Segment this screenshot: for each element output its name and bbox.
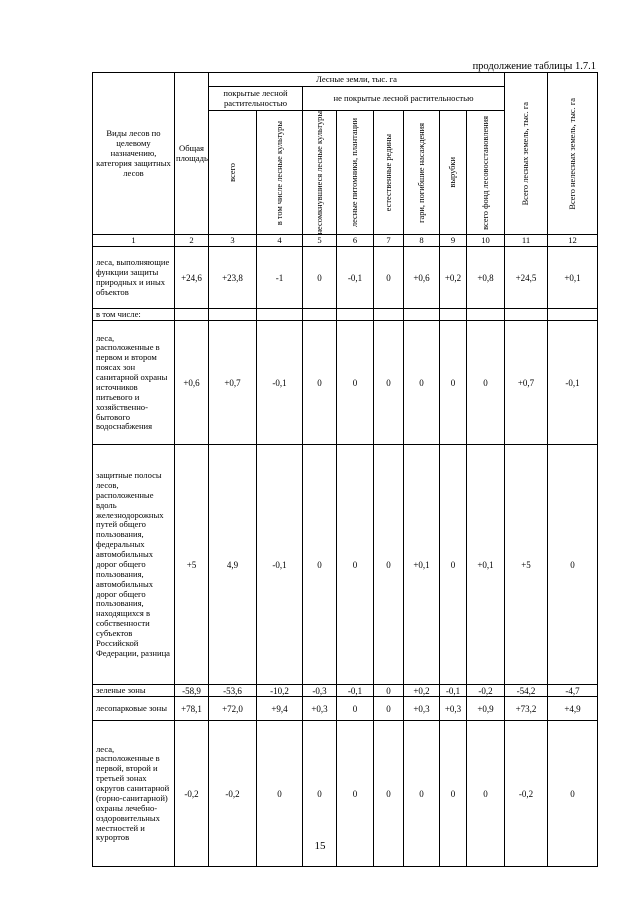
cell-value bbox=[209, 309, 257, 321]
cell-value: 0 bbox=[303, 321, 337, 445]
cell-value: +0,9 bbox=[467, 697, 505, 721]
row-label: в том числе: bbox=[93, 309, 175, 321]
cell-value: -1 bbox=[257, 247, 303, 309]
column-number-row bbox=[93, 235, 598, 247]
cell-value: 0 bbox=[303, 247, 337, 309]
cell-value: 0 bbox=[374, 247, 404, 309]
row-label: леса, расположенные в первой, второй и третьей зонах округов санитарной (горно-санитарной) охраны лечебно-оздоровительных местностей и курортов bbox=[93, 721, 175, 867]
cell-value: 0 bbox=[440, 321, 467, 445]
cell-value: -0,2 bbox=[209, 721, 257, 867]
cell-value: 0 bbox=[374, 685, 404, 697]
continuation-note: продолжение таблицы 1.7.1 bbox=[472, 61, 596, 72]
cell-value: +0,3 bbox=[404, 697, 440, 721]
row-label: лесопарковые зоны bbox=[93, 697, 175, 721]
col-number: 10 bbox=[467, 235, 505, 247]
header-not-covered: не покрытые лесной растительностью bbox=[303, 87, 505, 111]
header-c8: гари, погибшие насаждения bbox=[404, 111, 440, 235]
cell-value: 0 bbox=[337, 721, 374, 867]
cell-value: -0,1 bbox=[257, 445, 303, 685]
cell-value: 4,9 bbox=[209, 445, 257, 685]
cell-value: -58,9 bbox=[175, 685, 209, 697]
cell-value: 0 bbox=[467, 721, 505, 867]
cell-value: 0 bbox=[374, 321, 404, 445]
header-forest-lands: Лесные земли, тыс. га bbox=[209, 73, 505, 87]
row-label: защитные полосы лесов, расположенные вдоль железнодорожных путей общего пользования, федеральных автомобильных дорог общего пользования, автомобильных дорог общего пользования, находящихся в собственности субъектов Российской Федерации, разница bbox=[93, 445, 175, 685]
col-number: 12 bbox=[548, 235, 598, 247]
cell-value: 0 bbox=[548, 721, 598, 867]
table-body bbox=[93, 247, 598, 867]
header-total-area: Общая площадь bbox=[175, 73, 209, 235]
cell-value: 0 bbox=[404, 721, 440, 867]
col-number: 8 bbox=[404, 235, 440, 247]
header-c10: всего фонд лесовосстановления bbox=[467, 111, 505, 235]
forest-lands-table bbox=[92, 72, 598, 867]
cell-value: +78,1 bbox=[175, 697, 209, 721]
cell-value: 0 bbox=[548, 445, 598, 685]
cell-value: -54,2 bbox=[505, 685, 548, 697]
cell-value: 0 bbox=[374, 445, 404, 685]
cell-value: +24,5 bbox=[505, 247, 548, 309]
cell-value bbox=[404, 309, 440, 321]
cell-value: +0,3 bbox=[303, 697, 337, 721]
row-label: леса, выполняющие функции защиты природных и иных объектов bbox=[93, 247, 175, 309]
cell-value: -0,2 bbox=[505, 721, 548, 867]
header-kinds: Виды лесов по целевому назначению, категория защитных лесов bbox=[93, 73, 175, 235]
cell-value: -0,2 bbox=[467, 685, 505, 697]
cell-value: 0 bbox=[337, 321, 374, 445]
cell-value: +5 bbox=[505, 445, 548, 685]
cell-value: 0 bbox=[337, 445, 374, 685]
cell-value: -0,3 bbox=[303, 685, 337, 697]
cell-value bbox=[175, 309, 209, 321]
header-covered: покрытые лесной растительностью bbox=[209, 87, 303, 111]
cell-value: +9,4 bbox=[257, 697, 303, 721]
header-c3: всего bbox=[209, 111, 257, 235]
cell-value: +0,2 bbox=[440, 247, 467, 309]
cell-value bbox=[467, 309, 505, 321]
cell-value: -0,1 bbox=[337, 247, 374, 309]
row-label: зеленые зоны bbox=[93, 685, 175, 697]
cell-value: +24,6 bbox=[175, 247, 209, 309]
cell-value bbox=[337, 309, 374, 321]
cell-value: +0,8 bbox=[467, 247, 505, 309]
cell-value: +0,3 bbox=[440, 697, 467, 721]
cell-value: 0 bbox=[467, 321, 505, 445]
col-number: 9 bbox=[440, 235, 467, 247]
table-row bbox=[93, 309, 598, 321]
cell-value: +23,8 bbox=[209, 247, 257, 309]
cell-value: +0,2 bbox=[404, 685, 440, 697]
col-number: 6 bbox=[337, 235, 374, 247]
cell-value: -0,1 bbox=[548, 321, 598, 445]
cell-value: -10,2 bbox=[257, 685, 303, 697]
cell-value: +5 bbox=[175, 445, 209, 685]
cell-value: 0 bbox=[303, 721, 337, 867]
cell-value: 0 bbox=[440, 445, 467, 685]
cell-value: +0,6 bbox=[175, 321, 209, 445]
cell-value: -0,1 bbox=[257, 321, 303, 445]
cell-value: +0,1 bbox=[548, 247, 598, 309]
cell-value: 0 bbox=[374, 697, 404, 721]
row-label: леса, расположенные в первом и втором поясах зон санитарной охраны источников питьевого и хозяйственно-бытового водоснабжения bbox=[93, 321, 175, 445]
table-row bbox=[93, 445, 598, 685]
cell-value: +0,7 bbox=[209, 321, 257, 445]
cell-value: -0,1 bbox=[440, 685, 467, 697]
col-number: 11 bbox=[505, 235, 548, 247]
cell-value bbox=[548, 309, 598, 321]
cell-value: -4,7 bbox=[548, 685, 598, 697]
cell-value: +0,1 bbox=[467, 445, 505, 685]
table-row bbox=[93, 321, 598, 445]
cell-value: +4,9 bbox=[548, 697, 598, 721]
cell-value bbox=[303, 309, 337, 321]
col-number: 5 bbox=[303, 235, 337, 247]
header-c12: Всего нелесных земель, тыс. га bbox=[548, 73, 598, 235]
col-number: 2 bbox=[175, 235, 209, 247]
col-number: 3 bbox=[209, 235, 257, 247]
cell-value: -0,1 bbox=[337, 685, 374, 697]
col-number: 7 bbox=[374, 235, 404, 247]
cell-value: 0 bbox=[337, 697, 374, 721]
cell-value: 0 bbox=[257, 721, 303, 867]
col-number: 1 bbox=[93, 235, 175, 247]
cell-value: +0,1 bbox=[404, 445, 440, 685]
cell-value: 0 bbox=[374, 721, 404, 867]
header-c9: вырубки bbox=[440, 111, 467, 235]
header-c5: несомкнувшиеся лесные культуры bbox=[303, 111, 337, 235]
header-c6: лесные питомники, плантации bbox=[337, 111, 374, 235]
cell-value: 0 bbox=[404, 321, 440, 445]
table-row bbox=[93, 247, 598, 309]
header-c4: в том числе лесные культуры bbox=[257, 111, 303, 235]
cell-value: -0,2 bbox=[175, 721, 209, 867]
cell-value: +0,7 bbox=[505, 321, 548, 445]
header-c11: Всего лесных земель, тыс. га bbox=[505, 73, 548, 235]
col-number: 4 bbox=[257, 235, 303, 247]
header-c7: естественные редины bbox=[374, 111, 404, 235]
cell-value bbox=[374, 309, 404, 321]
cell-value: +72,0 bbox=[209, 697, 257, 721]
cell-value: 0 bbox=[440, 721, 467, 867]
cell-value: -53,6 bbox=[209, 685, 257, 697]
table-row bbox=[93, 685, 598, 697]
cell-value bbox=[257, 309, 303, 321]
table-row bbox=[93, 697, 598, 721]
page-number: 15 bbox=[314, 840, 326, 852]
cell-value: 0 bbox=[303, 445, 337, 685]
cell-value: +0,6 bbox=[404, 247, 440, 309]
cell-value bbox=[440, 309, 467, 321]
cell-value: +73,2 bbox=[505, 697, 548, 721]
cell-value bbox=[505, 309, 548, 321]
